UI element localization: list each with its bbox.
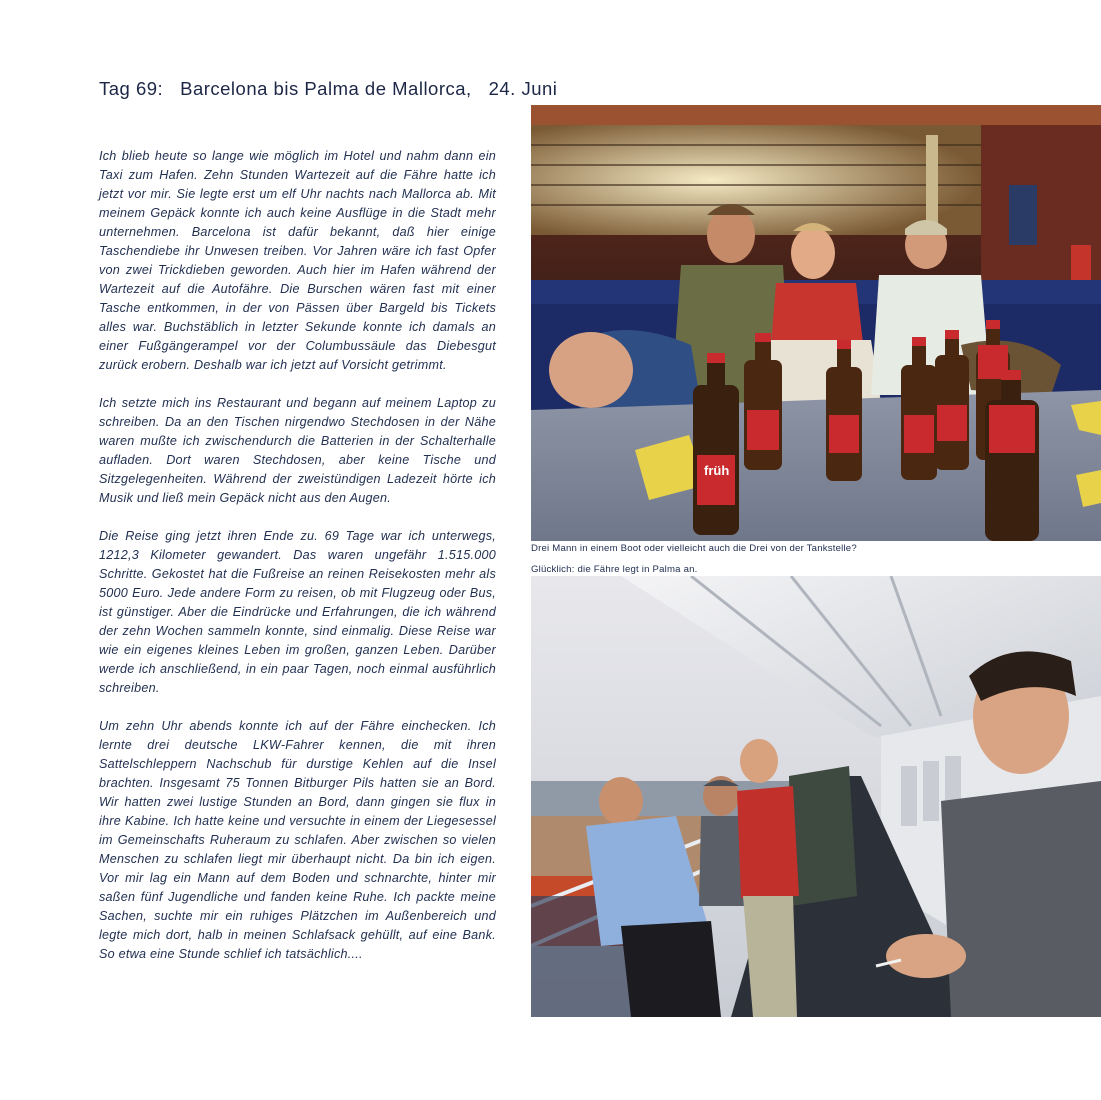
- bottle-label: früh: [704, 463, 730, 478]
- photo-ferry-restaurant: [531, 105, 1101, 541]
- paragraph: Um zehn Uhr abends konnte ich auf der Fähre einchecken. Ich lernte drei deutsche LKW-Fahrer kennen, die mit ihren Sattelschleppern Nachschub für durstige Kehlen auf die Insel brachten. Insgesamt 75 Tonnen Bitburger Pils hatten sie an Bord. Wir hatten zwei lustige Stunden an Bord, dann gingen sie flux in ihre Kabine. Ich hatte keine und versuchte in einem der Liegesessel im Gemeinschafts Ruheraum zu schlafen. Aber zwischen so vielen Menschen zu schlafen liegt mir überhaupt nicht. Da bin ich eigen. Vor mir lag ein Mann auf dem Boden und schnarchte, hinter mir saßen fünf Jugendliche und fanden keine Ruhe. Ich packte meine Sachen, suchte mir ein ruhiges Plätzchen im Außenbereich und legte mich dort, halb in meinen Schlafsack gehüllt, auf eine Bank. So etwa eine Stunde schlief ich tatsächlich....: [99, 719, 496, 961]
- page-title: Tag 69: Barcelona bis Palma de Mallorca, 24. Juni: [99, 78, 558, 99]
- paragraph: Ich setzte mich ins Restaurant und begann auf meinem Laptop zu schreiben. Da an den Tischen nirgendwo Stechdosen in der Nähe waren mußte ich zwischendurch die Batterien in der Schalterhalle aufladen. Dort waren Stechdosen, aber keine Tische und Sitzgelegenheiten. Während der zweistündigen Ladezeit hörte ich Musik und ließ mein Gepäck nicht aus den Augen.: [99, 396, 496, 505]
- body-text: [99, 147, 496, 983]
- photo-ferry-deck-image: [531, 576, 1101, 1017]
- photo-ferry-deck: [531, 576, 1101, 1017]
- paragraph: Ich blieb heute so lange wie möglich im Hotel und nahm dann ein Taxi zum Hafen. Zehn Stunden Wartezeit auf die Fähre hatte ich jetzt vor mir. Sie legte erst um elf Uhr nachts nach Mallorca ab. Mit meinem Gepäck konnte ich auch keine Ausflüge in die Stadt mehr unternehmen. Barcelona ist dafür bekannt, daß hier einige Taschendiebe ihr Unwesen treiben. Vor Jahren wäre ich fast Opfer von zwei Trickdieben geworden. Auch hier im Hafen während der Wartezeit auf die Autofähre. Die Burschen wären fast mit einer Tasche entkommen, in der von Pässen über Bargeld bis Tickets alles war. Buchstäblich in letzter Sekunde konnte ich damals an einer Fußgängerampel vor der Columbussäule das Diebesgut zurück erobern. Deshalb war ich jetzt auf Vorsicht getrimmt.: [99, 149, 496, 372]
- paragraph: Die Reise ging jetzt ihren Ende zu. 69 Tage war ich unterwegs, 1212,3 Kilometer gewandert. Das waren ungefähr 1.515.000 Schritte. Gekostet hat die Fußreise an reinen Reisekosten mehr als 5000 Euro. Jede andere Form zu reisen, ob mit Flugzeug oder Bus, ist günstiger. Aber die Eindrücke und Erfahrungen, die ich während der zehn Wochen sammeln konnte, sind einmalig. Diese Reise war wie ein eigenes kleines Leben im großen, ganzen Leben. Darüber werde ich anschließend, in ein paar Tagen, noch einmal ausführlich schreiben.: [99, 529, 496, 695]
- photo-caption: Drei Mann in einem Boot oder vielleicht auch die Drei von der Tankstelle?: [531, 543, 857, 554]
- photo-caption: Glücklich: die Fähre legt in Palma an.: [531, 564, 698, 575]
- photo-ferry-restaurant-image: [531, 105, 1101, 541]
